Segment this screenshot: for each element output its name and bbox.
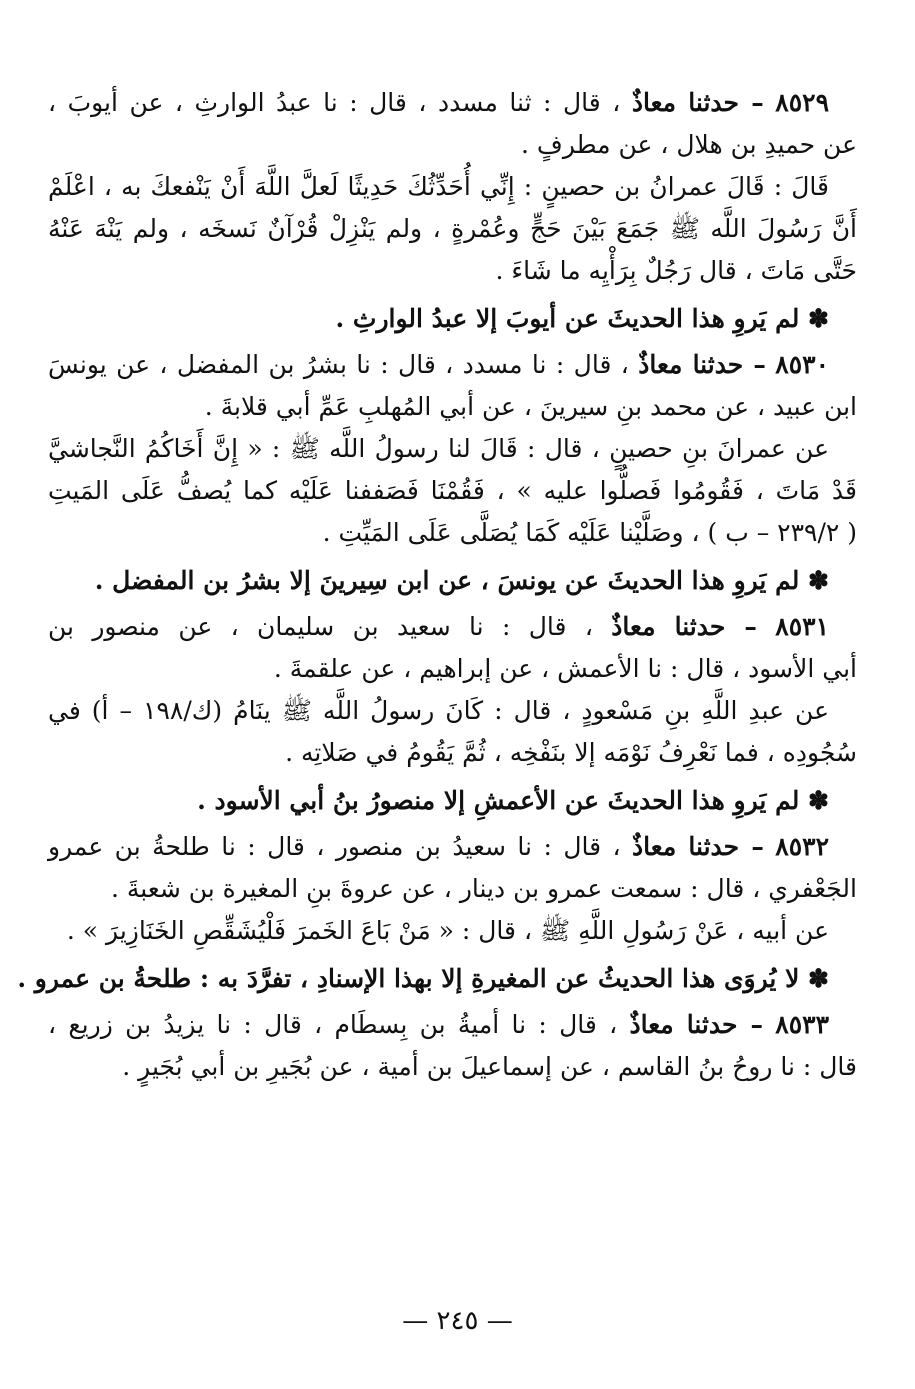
isnad-line: الجَعْفري ، قال : سمعت عمرو بن دينار ، عن عروةَ بنِ المغيرة بن شعبةَ . [110,874,857,903]
hadith-text-line: أَنَّ رَسُولَ اللَّه ﷺ جَمَعَ بَيْنَ حَجٍّ وعُمْرةٍ ، ولم يَنْزِلْ قُرْآنٌ نَسخَه ، ولم يَنْهَ عَنْهُ [48,214,857,243]
commentary-note: ✽ لم يَروِ هذا الحديثَ عن الأعمشِ إلا منصورُ بنُ أبي الأسود . [197,786,829,815]
hadith-text-line: عن عبدِ اللَّهِ بنِ مَسْعودٍ ، قال : كَانَ رسولُ اللَّه ﷺ ينَامُ (ك/١٩٨ – أ) في [48,696,829,725]
isnad-line: قال : نا روحُ بنُ القاسم ، عن إسماعيلَ بن أمية ، عن بُجَيرِ بن أبي بُجَيرٍ . [122,1052,857,1081]
hadith-text-line: عن أبيه ، عَنْ رَسُولِ اللَّهِ ﷺ ، قال : « مَنْ بَاعَ الخَمرَ فَلْيُشَقِّصِ الخَنَازِيرَ » . [66,916,829,945]
isnad-line [48,82,857,124]
hadith-text-line: حَتَّى مَاتَ ، قال رَجُلٌ بِرَأْيِه ما شَاءَ . [495,256,857,285]
isnad-line [48,1004,857,1046]
commentary-note: ✽ لا يُروَى هذا الحديثُ عن المغيرةِ إلا بهذا الإسنادِ ، تفرَّدَ به : طلحةُ بن عمرو . [17,964,829,993]
hadith-isnad [48,344,857,428]
isnad-text: ، قال : نا سعيد بن سليمان ، عن منصور بن [48,612,593,641]
hadith-text-line: عن عمرانَ بنِ حصينٍ ، قال : قَالَ لنا رسولُ اللَّه ﷺ : « إِنَّ أَخَاكُمُ النَّجاشيَّ [48,434,829,463]
isnad-line [48,606,857,648]
isnad-line: ابن عبيد ، عن محمد بنِ سيرينَ ، عن أبي المُهلبِ عَمِّ أبي قلابةَ . [204,392,857,421]
hadith-isnad [48,82,857,166]
narration-opening: – حدثنا معاذٌ [638,350,766,379]
isnad-line: عن حميدِ بن هلال ، عن مطرفٍ . [521,130,857,159]
isnad-line [48,344,857,386]
commentary-note: ✽ لم يَروِ هذا الحديثَ عن يونسَ ، عن ابن سِيرينَ إلا بشرُ بن المفضل . [94,566,829,595]
hadith-number: ٨٥٢٩ [775,88,829,117]
hadith-text [48,428,857,554]
hadith-isnad [48,1004,857,1088]
hadith-text [48,690,857,774]
hadith-text-line: سُجُودِه ، فما نَعْرِفُ نَوْمَه إلا بنَفْخِه ، ثُمَّ يَقُومُ في صَلاتِه . [285,738,857,767]
narration-opening: – حدثنا معاذٌ [631,88,764,117]
narration-opening: – حدثنا معاذٌ [629,1010,763,1039]
hadith-text [48,910,857,952]
page-number: — ٢٤٥ — [402,1306,513,1336]
isnad-text: ، قال : نا أميةُ بن بِسطَام ، قال : نا يزيدُ بن زريع ، [48,1010,618,1039]
hadith-isnad [48,606,857,690]
isnad-line [48,826,857,868]
isnad-text: ، قال : ثنا مسدد ، قال : نا عبدُ الوارثِ ، عن أيوبَ ، [48,88,621,117]
hadith-text [48,166,857,292]
narration-opening: – حدثنا معاذٌ [632,832,764,861]
commentary-note: ✽ لم يَروِ هذا الحديثَ عن أيوبَ إلا عبدُ الوارثِ . [335,304,829,333]
hadith-number: ٨٥٣٠ [775,350,830,379]
narration-opening: – حدثنا معاذٌ [611,612,757,641]
hadith-number: ٨٥٣٢ [775,832,830,861]
hadith-isnad [48,826,857,910]
page-content [17,82,857,1088]
isnad-line: أبي الأسود ، قال : نا الأعمش ، عن إبراهيم ، عن علقمةَ . [273,654,857,683]
hadith-number: ٨٥٣٣ [775,1010,829,1039]
isnad-text: ، قال : نا سعيدُ بن منصور ، قال : نا طلحةُ بن عمرو [48,832,621,861]
hadith-number: ٨٥٣١ [775,612,829,641]
hadith-text-line: قَالَ : قَالَ عمرانُ بن حصينٍ : إِنِّي أُحَدِّثُكَ حَدِيثًا لَعلَّ اللَّهَ أَنْ يَنْفعكَ به ، اعْلَمْ [48,172,829,201]
isnad-text: ، قال : نا مسدد ، قال : نا بشرُ بن المفضل ، عن يونسَ [48,350,629,379]
hadith-text-line: قَدْ مَاتَ ، فَقُومُوا فَصلُّوا عليه » ، فَقُمْنَا فَصَففنا عَلَيْه كما يُصفُّ عَلَى المَيتِ [48,476,857,505]
hadith-text-line: ( ٢٣٩/٢ – ب ) ، وصَلَّيْنا عَلَيْه كَمَا يُصَلَّى عَلَى المَيِّتِ . [322,518,857,547]
